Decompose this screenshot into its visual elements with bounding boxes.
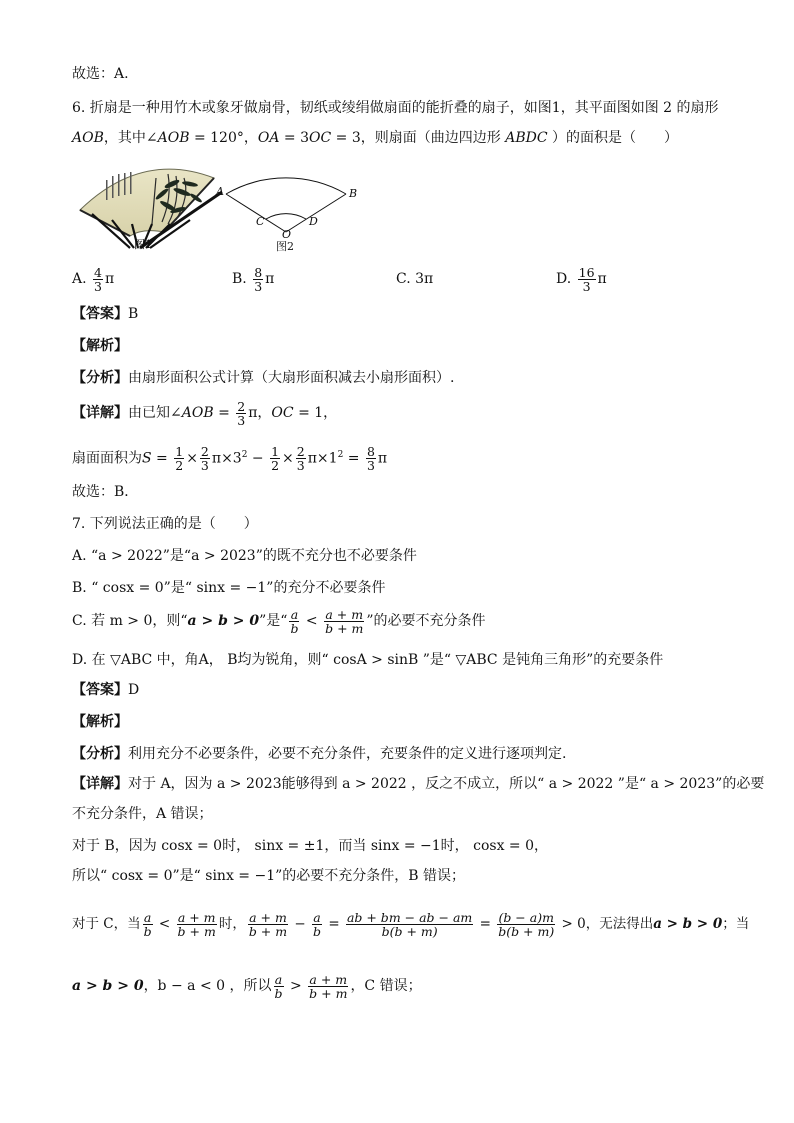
inner-arc [266,214,306,219]
q7-xiangjie-c1 [72,906,749,942]
numerator: 1 [271,444,280,460]
q6-quad-name: ABDC [500,130,548,146]
pi-symbol: π [597,271,607,287]
var-s: S [142,450,152,467]
text: π×3 [211,450,242,467]
q6-angle-value: = 120°， [189,130,258,146]
q7-xiangjie-a2: 不充分条件，A 错误； [72,806,213,822]
q6-text: = 3 [279,130,310,146]
q7-option-a: A. “a > 2022”是“a > 2023”的既不充分也不必要条件 [72,548,417,564]
numerator: ab + bm − ab − am [346,910,473,925]
denominator: 3 [366,458,375,474]
fig2-caption: 图2 [276,240,294,253]
text: × [282,450,294,467]
q6-text: ，其中∠ [103,130,158,146]
option-letter: A. [72,271,87,287]
fraction [174,445,184,472]
q6-analysis-tag [72,336,128,356]
text: ”的必要不充分条件 [366,613,486,629]
angle-name: AOB [181,405,214,421]
q6-answer [72,304,138,324]
q7-xiangjie-b1: 对于 B，因为 cosx = 0时， sinx = ±1，而当 sinx = −1时， cosx = 0， [72,838,548,854]
pi-symbol: π [104,271,115,287]
prev-conclusion: 故选：A. [72,66,129,82]
q6-oa: OA [257,130,280,146]
denominator: b [290,620,299,636]
option-c [396,262,433,296]
denominator: b [313,924,322,939]
text: 时， [218,916,246,932]
fig1-caption: 图1 [134,238,152,251]
xiangjie-tag: 【详解】 [72,776,128,792]
text: > 0，无法得出 [557,916,654,932]
xiangjie-tag: 【详解】 [72,405,128,421]
option-a [72,262,114,296]
q7-xiangjie-a1 [72,774,764,794]
text: π， [248,405,272,421]
text: = [343,450,364,467]
option-letter: D. [556,271,572,287]
fraction [253,266,263,293]
denominator: 3 [296,458,305,474]
q6-sector-name: AOB [72,130,104,146]
fraction [308,973,348,1000]
option-b [232,262,274,296]
denominator: b [143,924,152,939]
exponent: 2 [241,450,248,460]
q7-option-d: D. 在 ▽ABC 中，角A， B均为锐角，则“ cosA > sinB ”是“ ▽ABC 是钝角三角形”的充要条件 [72,652,664,668]
q7-answer [72,680,139,700]
text: π×1 [307,450,338,467]
denominator: b + m [177,924,216,939]
fenxi-tag: 【分析】 [72,370,128,386]
q6-conclusion: 故选：B． [72,484,139,500]
text: × [186,450,198,467]
fraction [578,266,596,293]
fraction [289,608,299,635]
denominator: b(b + m) [498,924,555,939]
denominator: b [274,985,283,1001]
numerator: 4 [94,264,102,280]
numerator: 16 [578,264,595,280]
q6-text: ）的面积是（ ） [547,130,679,146]
option-letter: C. [396,271,411,287]
exponent: 2 [337,450,344,460]
denominator: b + m [309,985,348,1001]
text: > [285,978,307,994]
denominator: 3 [582,278,591,294]
answer-value: B [128,306,139,322]
fraction [200,445,210,472]
label-b: B [349,187,358,200]
q7-analysis-tag [72,712,128,732]
numerator: 2 [296,444,305,460]
text: < [154,916,175,932]
q7-xiangjie-c2 [72,968,422,1004]
text: = [213,405,235,421]
label-d: D [309,215,318,228]
text: = [324,916,344,932]
fraction [296,445,306,472]
fenxi-text: 由扇形面积公式计算（大扇形面积减去小扇形面积）. [128,370,455,386]
answer-value: D [128,682,140,698]
text: 对于 C，当 [72,916,141,932]
fraction [366,445,376,472]
fraction [93,266,103,293]
fenxi-tag: 【分析】 [72,746,128,762]
q6-fenxi [72,368,454,388]
text: π [377,450,388,467]
condition: a > b > 0 [187,613,260,629]
fraction [248,911,288,938]
numerator: 8 [366,444,375,460]
answer-tag: 【答案】 [72,682,128,698]
q6-stem-line1: 6. 折扇是一种用竹木或象牙做扇骨，韧纸或绫绢做扇面的能折叠的扇子，如图1，其平面图如图 2 的扇形 [72,100,719,116]
pi-symbol: π [265,271,275,287]
fraction [236,400,246,427]
text: 对于 A，因为 a > 2023能够得到 a > 2022 ，反之不成立，所以“ a > 2022 ”是“ a > 2023”的必要 [128,776,765,792]
denominator: b + m [248,924,288,939]
numerator: a [274,971,283,987]
denominator: 3 [254,278,263,294]
text: ，b − a < 0 ，所以 [143,978,272,994]
numerator: a [313,910,321,925]
q7-option-b: B. “ cosx = 0”是“ sinx = −1”的充分不必要条件 [72,580,386,596]
numerator: a + m [177,910,216,925]
fraction [177,911,217,938]
fraction [143,911,153,938]
q7-option-c [72,604,486,638]
condition: a > b > 0 [72,978,144,994]
fraction [270,445,280,472]
q6-angle-name: AOB [157,130,190,146]
denominator: b(b + m) [381,924,438,939]
label-c: C [256,215,265,228]
segment-name: OC [271,405,294,421]
q6-stem-line2 [72,128,678,148]
text: C. 若 m > 0，则“ [72,613,188,629]
text: ，C 错误； [350,978,422,994]
q7-stem: 7. 下列说法正确的是（ ） [72,516,258,532]
q7-xiangjie-b2: 所以“ cosx = 0”是“ sinx = −1”的必要不充分条件，B 错误； [72,868,465,884]
fraction [497,911,555,938]
numerator: 2 [237,398,246,414]
analysis-tag: 【解析】 [72,714,128,730]
denominator: 2 [175,458,184,474]
numerator: 2 [200,444,209,460]
fan-photo-figure [72,162,232,254]
denominator: 3 [94,278,102,294]
outer-arc [226,178,346,194]
text: < [301,613,323,629]
fraction [312,911,322,938]
q6-oc: OC [309,130,332,146]
answer-tag: 【答案】 [72,306,128,322]
option-d [556,262,607,296]
text: 扇面面积为 [72,450,142,467]
text: − [247,450,269,467]
fraction [324,608,364,635]
fenxi-text: 利用充分不必要条件，必要不充分条件，充要条件的定义进行逐项判定. [128,746,567,762]
q6-text: = 3，则扇面（曲边四边形 [331,130,501,146]
text: = 1， [293,405,338,421]
analysis-tag: 【解析】 [72,338,128,354]
numerator: (b − a)m [498,910,554,925]
denominator: 3 [200,458,209,474]
denominator: 3 [237,412,246,428]
text: = [475,916,496,932]
label-a: A [216,185,224,198]
text: 由已知∠ [128,405,182,421]
denominator: 2 [271,458,280,474]
numerator: 1 [175,444,184,460]
numerator: a + m [325,606,364,622]
condition: a > b > 0 [653,916,723,932]
q7-fenxi [72,744,566,764]
q6-xiangjie-line1 [72,396,337,430]
denominator: b + m [325,620,364,636]
fraction [346,911,473,938]
fraction [274,973,284,1000]
numerator: 8 [254,264,263,280]
numerator: a [143,910,152,925]
numerator: a + m [309,971,348,987]
numerator: a [290,606,299,622]
text: = [151,450,173,467]
text: − [290,916,311,932]
numerator: a + m [249,910,287,925]
option-value: 3π [415,271,434,287]
q6-area-formula [72,438,387,476]
label-o: O [282,228,292,241]
text: ；当 [722,916,750,932]
option-letter: B. [232,271,247,287]
text: ”是“ [259,613,288,629]
